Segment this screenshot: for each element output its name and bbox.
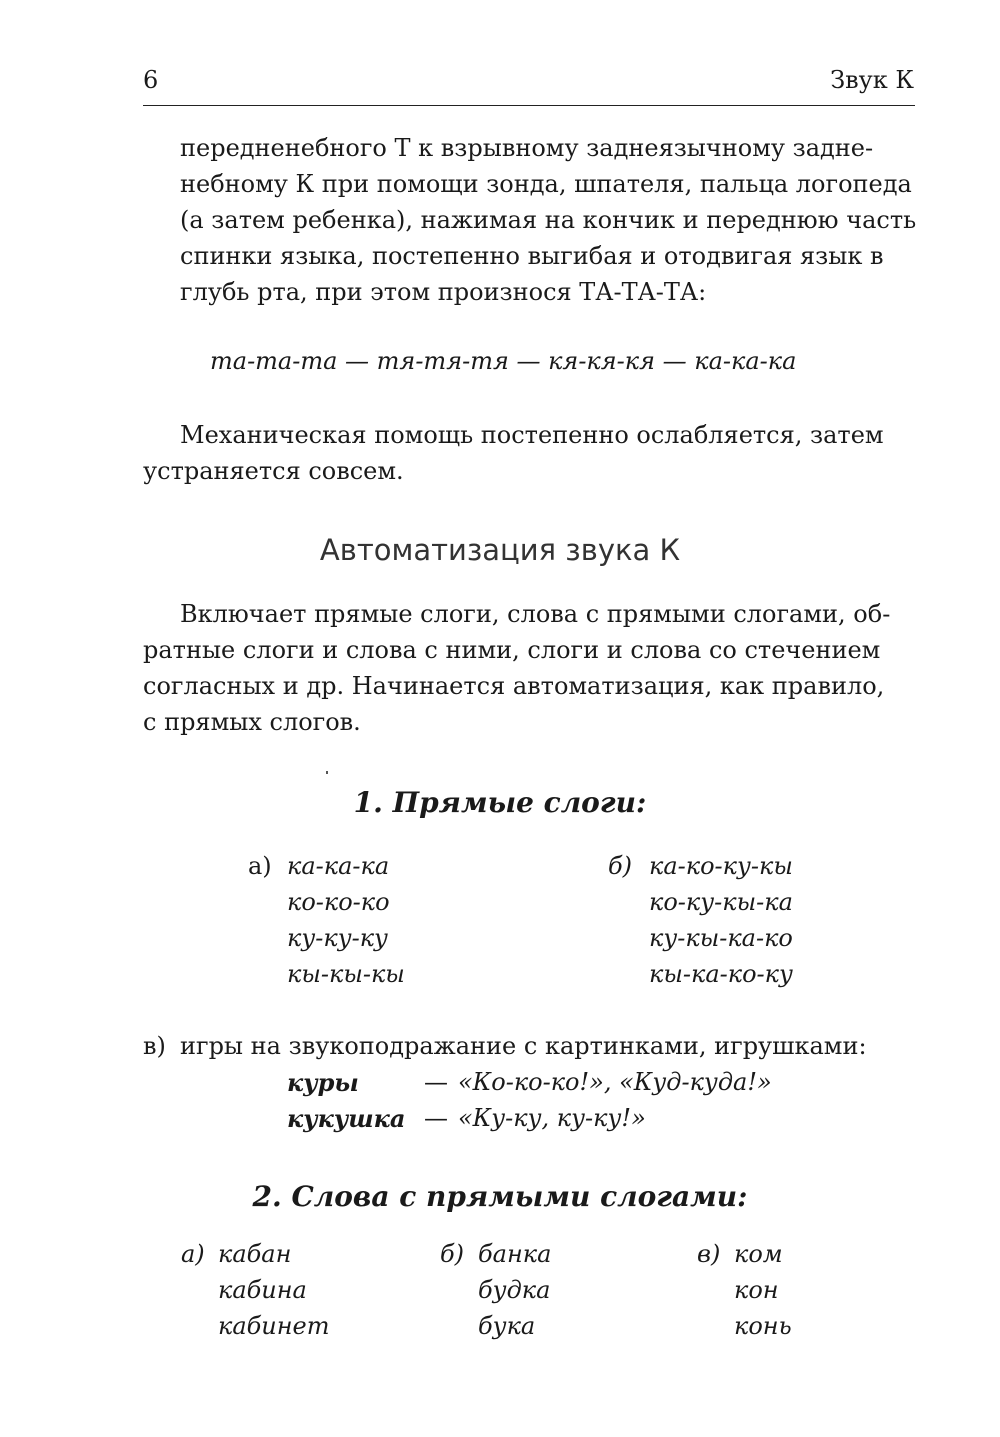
syllable-item: ку-ку-ку xyxy=(287,924,388,952)
print-speck xyxy=(326,771,328,774)
paragraph-line: передненебного Т к взрывному заднеязычному задне- xyxy=(180,134,874,162)
word-item: кон xyxy=(734,1276,779,1304)
onomatopoeia-dash: — xyxy=(424,1068,448,1096)
list-marker: в) xyxy=(697,1240,721,1268)
list-marker: в) xyxy=(143,1032,166,1060)
syllable-item: кы-ка-ко-ку xyxy=(649,960,793,988)
onomatopoeia-dash: — xyxy=(424,1104,448,1132)
word-item: кабина xyxy=(218,1276,307,1304)
list-marker: б) xyxy=(608,852,633,880)
word-item: ком xyxy=(734,1240,783,1268)
onomatopoeia-sound: «Ку-ку, ку-ку!» xyxy=(458,1104,646,1132)
section-title: 1. Прямые слоги: xyxy=(353,786,647,819)
paragraph-line: (а затем ребенка), нажимая на кончик и переднюю часть xyxy=(180,206,917,234)
paragraph-line: спинки языка, постепенно выгибая и отодвигая язык в xyxy=(180,242,884,270)
paragraph-line: устраняется совсем. xyxy=(143,457,404,485)
running-header-title: Звук К xyxy=(830,66,914,94)
onomatopoeia-word: кукушка xyxy=(287,1104,406,1133)
page-number: 6 xyxy=(143,66,159,94)
syllable-item: ка-ка-ка xyxy=(287,852,390,880)
paragraph-line: с прямых слогов. xyxy=(143,708,361,736)
word-item: банка xyxy=(478,1240,552,1268)
word-item: конь xyxy=(734,1312,792,1340)
list-marker: б) xyxy=(440,1240,465,1268)
word-item: бука xyxy=(478,1312,536,1340)
paragraph-line: согласных и др. Начинается автоматизация, как правило, xyxy=(143,672,885,700)
paragraph-line: ратные слоги и слова с ними, слоги и слова со стечением xyxy=(143,636,881,664)
list-marker: а) xyxy=(248,852,272,880)
list-marker: а) xyxy=(181,1240,205,1268)
syllable-item: ко-ко-ко xyxy=(287,888,390,916)
paragraph-line: глубь рта, при этом произнося ТА-ТА-ТА: xyxy=(180,278,707,306)
word-item: кабинет xyxy=(218,1312,330,1340)
syllable-item: ку-кы-ка-ко xyxy=(649,924,793,952)
syllable-item: ко-ку-кы-ка xyxy=(649,888,793,916)
onomatopoeia-sound: «Ко-ко-ко!», «Куд-куда!» xyxy=(458,1068,772,1096)
paragraph-line: Включает прямые слоги, слова с прямыми слогами, об- xyxy=(180,600,891,628)
list-text: игры на звукоподражание с картинками, игрушками: xyxy=(180,1032,867,1060)
paragraph-line: Механическая помощь постепенно ослабляется, затем xyxy=(180,421,884,449)
onomatopoeia-word: куры xyxy=(287,1068,359,1097)
word-item: кабан xyxy=(218,1240,292,1268)
word-item: будка xyxy=(478,1276,551,1304)
header-rule xyxy=(143,105,915,106)
section-heading: Автоматизация звука К xyxy=(319,533,681,567)
syllable-item: кы-кы-кы xyxy=(287,960,405,988)
syllable-chain-example: та-та-та — тя-тя-тя — кя-кя-кя — ка-ка-ка xyxy=(210,347,797,375)
syllable-item: ка-ко-ку-кы xyxy=(649,852,793,880)
paragraph-line: небному К при помощи зонда, шпателя, пальца логопеда xyxy=(180,170,912,198)
section-title: 2. Слова с прямыми слогами: xyxy=(252,1180,748,1213)
